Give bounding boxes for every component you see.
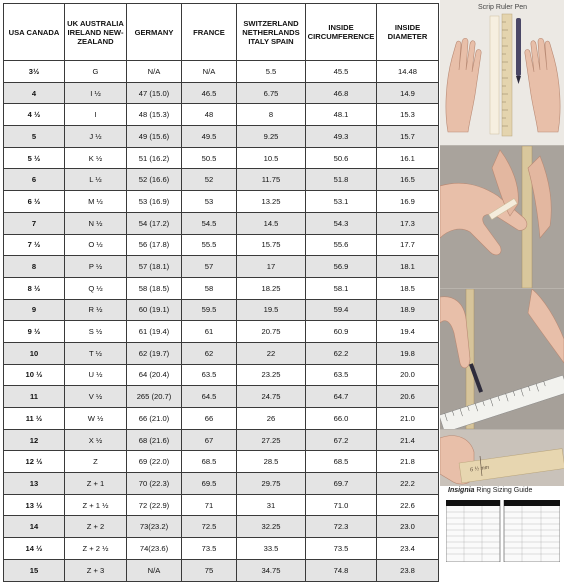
table-cell: T ½ — [65, 342, 127, 364]
table-cell: 22 — [237, 342, 306, 364]
table-cell: 14.5 — [237, 212, 306, 234]
table-cell: N/A — [127, 61, 182, 83]
table-row — [4, 473, 439, 495]
us-size-cell: 7 ½ — [4, 234, 65, 256]
table-cell: 32.25 — [237, 516, 306, 538]
us-size-cell: 6 — [4, 169, 65, 191]
us-size-cell: 6 ½ — [4, 191, 65, 213]
table-cell: 58 (18.5) — [127, 277, 182, 299]
table-cell: 69.7 — [306, 473, 377, 495]
table-cell: 22.2 — [377, 473, 439, 495]
table-cell: X ½ — [65, 429, 127, 451]
table-row — [4, 234, 439, 256]
table-header-row — [4, 4, 439, 61]
table-cell: 73.5 — [182, 538, 237, 560]
table-cell: 48 (15.3) — [127, 104, 182, 126]
table-cell: 47 (15.0) — [127, 82, 182, 104]
guide-title — [448, 487, 532, 494]
table-row — [4, 82, 439, 104]
table-cell: 17 — [237, 256, 306, 278]
table-cell: N ½ — [65, 212, 127, 234]
table-cell: 49.3 — [306, 126, 377, 148]
us-size-cell: 5 ½ — [4, 147, 65, 169]
table-row — [4, 364, 439, 386]
us-size-cell: 11 — [4, 386, 65, 408]
table-cell: 73.5 — [306, 538, 377, 560]
table-cell: 53.1 — [306, 191, 377, 213]
table-cell: 49 (15.6) — [127, 126, 182, 148]
table-cell: 64 (20.4) — [127, 364, 182, 386]
us-size-cell: 14 — [4, 516, 65, 538]
us-size-cell: 15 — [4, 559, 65, 581]
table-cell: J ½ — [65, 126, 127, 148]
table-cell: 59.4 — [306, 299, 377, 321]
ring-size-table — [3, 3, 439, 582]
guide-brand: Insignia — [448, 487, 475, 494]
table-cell: G — [65, 61, 127, 83]
strip-measurement-label: 6 ½ mm — [469, 464, 490, 474]
table-cell: 55.6 — [306, 234, 377, 256]
table-cell: 48.1 — [306, 104, 377, 126]
table-cell: 11.75 — [237, 169, 306, 191]
table-cell: 64.5 — [182, 386, 237, 408]
table-cell: 19.5 — [237, 299, 306, 321]
table-cell: 56 (17.8) — [127, 234, 182, 256]
us-size-cell: 5 — [4, 126, 65, 148]
table-cell: 265 (20.7) — [127, 386, 182, 408]
table-cell: 59.5 — [182, 299, 237, 321]
guide-title-text: Ring Sizing Guide — [476, 487, 533, 494]
table-cell: 53 (16.9) — [127, 191, 182, 213]
table-row — [4, 408, 439, 430]
table-cell: 20.0 — [377, 364, 439, 386]
table-cell: U ½ — [65, 364, 127, 386]
table-cell: 55.5 — [182, 234, 237, 256]
table-cell: 57 (18.1) — [127, 256, 182, 278]
table-cell: Z + 2 ½ — [65, 538, 127, 560]
table-cell: Z — [65, 451, 127, 473]
table-cell: 13.25 — [237, 191, 306, 213]
table-cell: 63.5 — [182, 364, 237, 386]
us-size-cell: 13 ½ — [4, 494, 65, 516]
table-cell: 52 (16.6) — [127, 169, 182, 191]
table-cell: 29.75 — [237, 473, 306, 495]
table-cell: 23.8 — [377, 559, 439, 581]
table-cell: 61 — [182, 321, 237, 343]
table-cell: 18.5 — [377, 277, 439, 299]
table-cell: 66.0 — [306, 408, 377, 430]
table-cell: 26 — [237, 408, 306, 430]
table-cell: 61 (19.4) — [127, 321, 182, 343]
us-size-cell: 8 — [4, 256, 65, 278]
column-header: SWITZERLAND NETHERLANDS ITALY SPAIN — [237, 4, 306, 61]
table-row — [4, 169, 439, 191]
us-size-cell: 10 ½ — [4, 364, 65, 386]
table-cell: 67.2 — [306, 429, 377, 451]
table-cell: 21.0 — [377, 408, 439, 430]
us-size-cell: 9 — [4, 299, 65, 321]
us-size-cell: 11 ½ — [4, 408, 65, 430]
table-cell: N/A — [127, 559, 182, 581]
table-cell: 68.5 — [182, 451, 237, 473]
mini-size-table-thumbnail — [446, 500, 560, 562]
table-cell: 69 (22.0) — [127, 451, 182, 473]
table-cell: N/A — [182, 61, 237, 83]
table-cell: Z + 3 — [65, 559, 127, 581]
table-cell: 5.5 — [237, 61, 306, 83]
table-row — [4, 342, 439, 364]
table-cell: 27.25 — [237, 429, 306, 451]
table-cell: 21.4 — [377, 429, 439, 451]
table-cell: 28.5 — [237, 451, 306, 473]
column-header: INSIDE DIAMETER — [377, 4, 439, 61]
table-cell: 46.5 — [182, 82, 237, 104]
tools-caption: Scrip Ruler Pen — [478, 4, 528, 11]
instruction-panel — [440, 0, 564, 564]
table-cell: 68.5 — [306, 451, 377, 473]
table-cell: 73(23.2) — [127, 516, 182, 538]
table-cell: L ½ — [65, 169, 127, 191]
table-cell: 62.2 — [306, 342, 377, 364]
table-cell: 20.75 — [237, 321, 306, 343]
table-cell: 14.9 — [377, 82, 439, 104]
table-row — [4, 451, 439, 473]
table-cell: 51.8 — [306, 169, 377, 191]
table-cell: 66 (21.0) — [127, 408, 182, 430]
table-cell: 64.7 — [306, 386, 377, 408]
table-cell: 74(23.6) — [127, 538, 182, 560]
table-cell: 46.8 — [306, 82, 377, 104]
table-row — [4, 386, 439, 408]
table-cell: S ½ — [65, 321, 127, 343]
table-cell: 16.1 — [377, 147, 439, 169]
table-row — [4, 191, 439, 213]
table-cell: 66 — [182, 408, 237, 430]
table-cell: 23.25 — [237, 364, 306, 386]
us-size-cell: 14 ½ — [4, 538, 65, 560]
us-size-cell: 8 ½ — [4, 277, 65, 299]
table-cell: 31 — [237, 494, 306, 516]
wrap-strip-illustration — [440, 146, 564, 288]
table-cell: 49.5 — [182, 126, 237, 148]
table-cell: O ½ — [65, 234, 127, 256]
table-row — [4, 256, 439, 278]
hands-with-tools-illustration — [440, 0, 564, 145]
table-cell: 15.3 — [377, 104, 439, 126]
table-cell: 75 — [182, 559, 237, 581]
table-cell: 24.75 — [237, 386, 306, 408]
us-size-cell: 10 — [4, 342, 65, 364]
table-cell: R ½ — [65, 299, 127, 321]
table-cell: 60.9 — [306, 321, 377, 343]
table-cell: V ½ — [65, 386, 127, 408]
table-cell: 72.5 — [182, 516, 237, 538]
table-cell: 23.4 — [377, 538, 439, 560]
table-cell: 19.4 — [377, 321, 439, 343]
table-cell: 72.3 — [306, 516, 377, 538]
table-row — [4, 212, 439, 234]
us-size-cell: 12 ½ — [4, 451, 65, 473]
table-row — [4, 321, 439, 343]
us-size-cell: 12 — [4, 429, 65, 451]
step-2-wrap-image — [440, 146, 564, 288]
table-cell: 45.5 — [306, 61, 377, 83]
column-header: GERMANY — [127, 4, 182, 61]
table-cell: 18.25 — [237, 277, 306, 299]
table-cell: 58 — [182, 277, 237, 299]
table-cell: 62 — [182, 342, 237, 364]
table-row — [4, 538, 439, 560]
table-cell: 15.75 — [237, 234, 306, 256]
table-cell: M ½ — [65, 191, 127, 213]
us-size-cell: 3½ — [4, 61, 65, 83]
mark-and-measure-illustration — [440, 289, 564, 429]
table-cell: Q ½ — [65, 277, 127, 299]
table-cell: 9.25 — [237, 126, 306, 148]
table-body — [4, 61, 439, 582]
table-cell: 71 — [182, 494, 237, 516]
table-cell: 20.6 — [377, 386, 439, 408]
table-row — [4, 61, 439, 83]
table-row — [4, 299, 439, 321]
table-cell: 48 — [182, 104, 237, 126]
table-cell: 72 (22.9) — [127, 494, 182, 516]
step-1-tools-image — [440, 0, 564, 145]
table-cell: 33.5 — [237, 538, 306, 560]
table-row — [4, 277, 439, 299]
table-cell: 74.8 — [306, 559, 377, 581]
table-cell: 68 (21.6) — [127, 429, 182, 451]
table-cell: 50.6 — [306, 147, 377, 169]
table-cell: 17.7 — [377, 234, 439, 256]
step-3-measure-image — [440, 289, 564, 429]
table-cell: 70 (22.3) — [127, 473, 182, 495]
table-cell: I — [65, 104, 127, 126]
table-cell: Z + 1 ½ — [65, 494, 127, 516]
table-cell: 63.5 — [306, 364, 377, 386]
step-4-guide-image — [440, 430, 564, 564]
table-cell: 18.1 — [377, 256, 439, 278]
table-cell: 50.5 — [182, 147, 237, 169]
table-cell: 58.1 — [306, 277, 377, 299]
table-cell: 16.9 — [377, 191, 439, 213]
table-cell: 8 — [237, 104, 306, 126]
table-cell: 22.6 — [377, 494, 439, 516]
table-row — [4, 147, 439, 169]
column-header: USA CANADA — [4, 4, 65, 61]
table-cell: 57 — [182, 256, 237, 278]
table-cell: 14.48 — [377, 61, 439, 83]
table-row — [4, 516, 439, 538]
table-cell: I ½ — [65, 82, 127, 104]
table-row — [4, 559, 439, 581]
table-cell: 19.8 — [377, 342, 439, 364]
table-cell: Z + 1 — [65, 473, 127, 495]
table-cell: 56.9 — [306, 256, 377, 278]
table-cell: 16.5 — [377, 169, 439, 191]
table-cell: 71.0 — [306, 494, 377, 516]
table-cell: 6.75 — [237, 82, 306, 104]
table-cell: 23.0 — [377, 516, 439, 538]
table-cell: W ½ — [65, 408, 127, 430]
column-header: UK AUSTRALIA IRELAND NEW-ZEALAND — [65, 4, 127, 61]
table-cell: 54.5 — [182, 212, 237, 234]
table-cell: 10.5 — [237, 147, 306, 169]
table-row — [4, 494, 439, 516]
table-cell: 62 (19.7) — [127, 342, 182, 364]
table-cell: 53 — [182, 191, 237, 213]
table-cell: 52 — [182, 169, 237, 191]
table-row — [4, 104, 439, 126]
table-row — [4, 429, 439, 451]
us-size-cell: 4 — [4, 82, 65, 104]
table-cell: 17.3 — [377, 212, 439, 234]
table-cell: P ½ — [65, 256, 127, 278]
table-cell: 21.8 — [377, 451, 439, 473]
us-size-cell: 9 ½ — [4, 321, 65, 343]
table-cell: K ½ — [65, 147, 127, 169]
table-cell: 34.75 — [237, 559, 306, 581]
table-cell: 60 (19.1) — [127, 299, 182, 321]
column-header: INSIDE CIRCUMFERENCE — [306, 4, 377, 61]
table-cell: 69.5 — [182, 473, 237, 495]
table-cell: 54.3 — [306, 212, 377, 234]
table-cell: Z + 2 — [65, 516, 127, 538]
table-cell: 54 (17.2) — [127, 212, 182, 234]
us-size-cell: 7 — [4, 212, 65, 234]
table-cell: 51 (16.2) — [127, 147, 182, 169]
table-cell: 18.9 — [377, 299, 439, 321]
table-cell: 67 — [182, 429, 237, 451]
us-size-cell: 13 — [4, 473, 65, 495]
us-size-cell: 4 ½ — [4, 104, 65, 126]
column-header: FRANCE — [182, 4, 237, 61]
table-cell: 15.7 — [377, 126, 439, 148]
table-row — [4, 126, 439, 148]
